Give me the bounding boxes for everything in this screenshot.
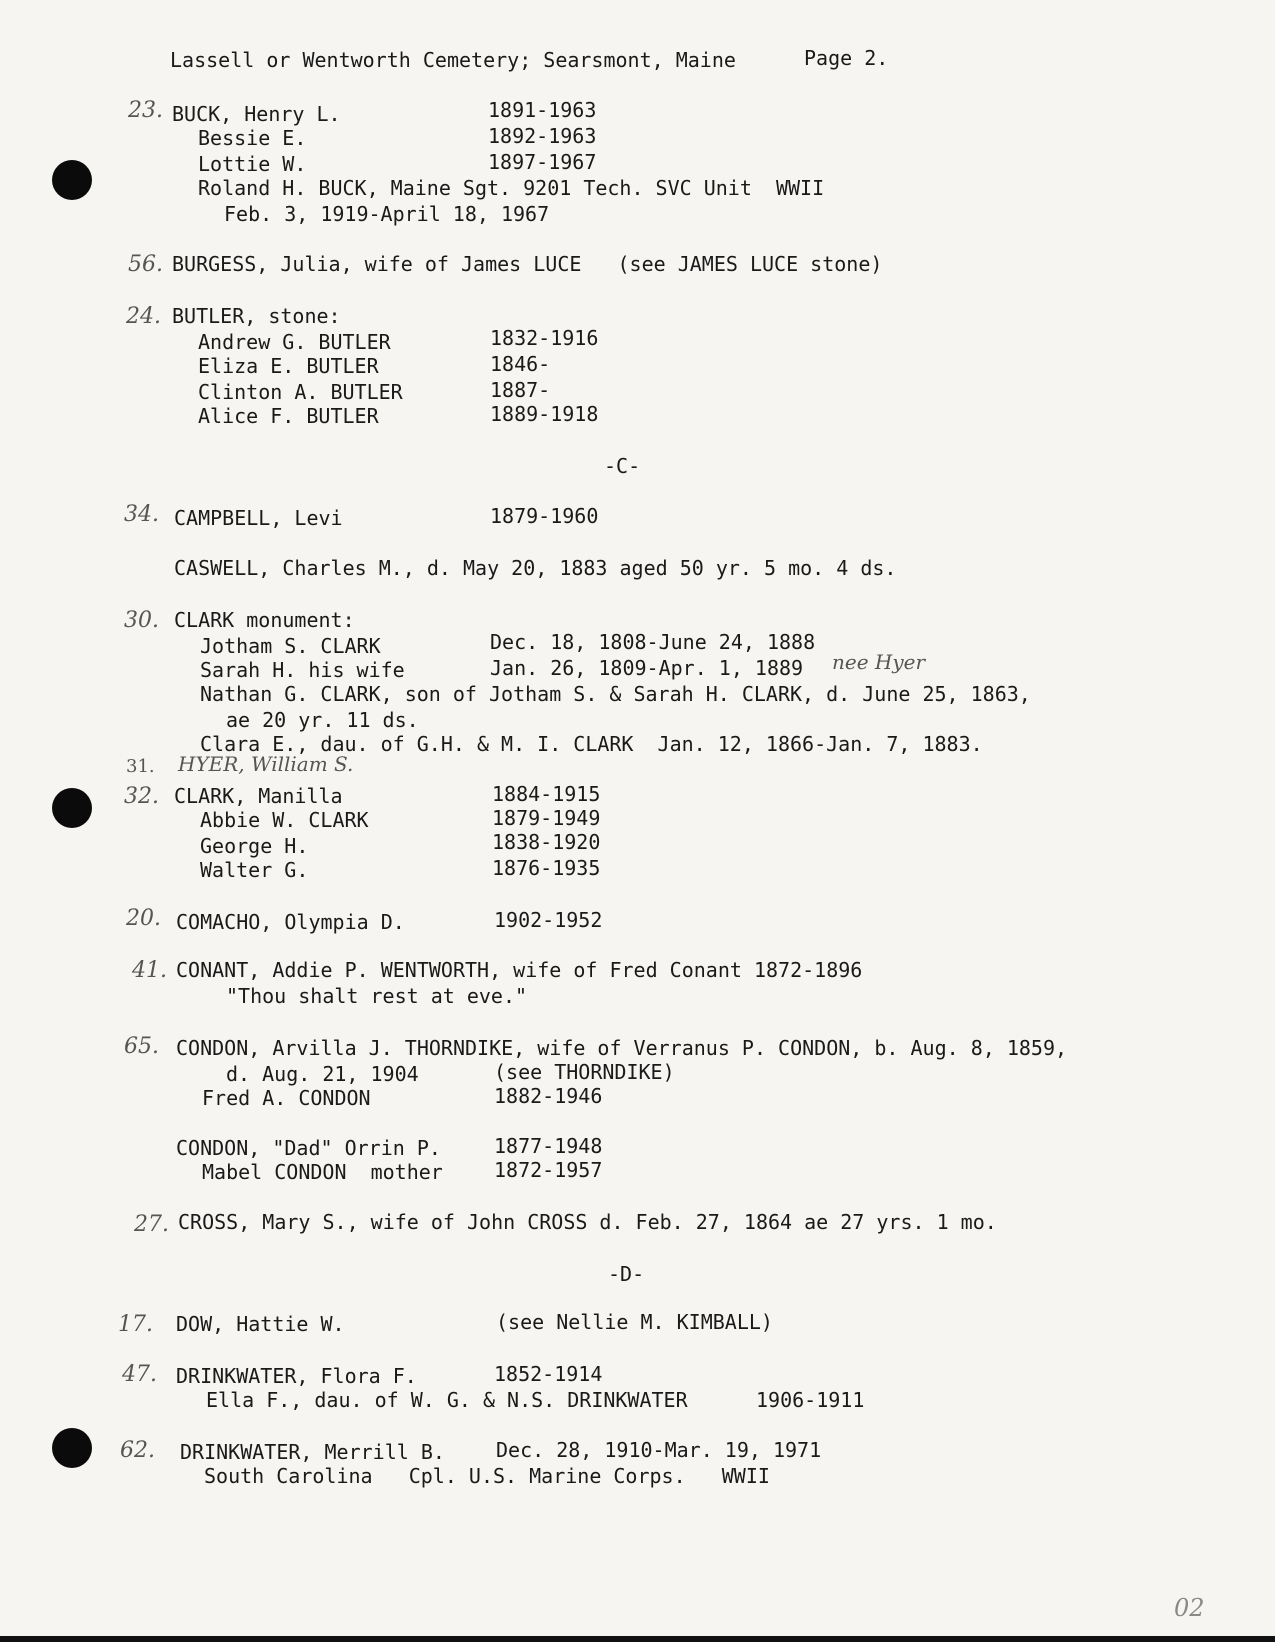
entry-dates: 1832-1916	[490, 326, 599, 350]
entry-line: CLARK monument:	[174, 608, 355, 632]
entry-dates: 1852-1914	[494, 1362, 603, 1386]
entry-number: 56.	[128, 252, 163, 277]
entry-line: Roland H. BUCK, Maine Sgt. 9201 Tech. SVC Unit WWII	[198, 176, 825, 200]
corner-mark: 02	[1174, 1594, 1205, 1622]
entry-line: CAMPBELL, Levi	[174, 506, 343, 530]
page-bottom-edge	[0, 1636, 1275, 1642]
entry-line: COMACHO, Olympia D.	[176, 910, 405, 934]
entry-dates: 1838-1920	[492, 830, 601, 854]
entry-dates: 1882-1946	[494, 1084, 603, 1108]
entry-line: DRINKWATER, Merrill B.	[180, 1440, 445, 1464]
entry-number: 34.	[124, 502, 159, 527]
entry-dates: 1892-1963	[488, 124, 597, 148]
entry-dates: 1902-1952	[494, 908, 603, 932]
entry-line: Ella F., dau. of W. G. & N.S. DRINKWATER	[206, 1388, 688, 1412]
entry-number: 47.	[122, 1362, 157, 1387]
entry-line: ae 20 yr. 11 ds.	[226, 708, 419, 732]
entry-line: Clara E., dau. of G.H. & M. I. CLARK Jan. 12, 1866-Jan. 7, 1883.	[200, 732, 983, 756]
entry-dates: 1891-1963	[488, 98, 597, 122]
entry-line: DRINKWATER, Flora F.	[176, 1364, 417, 1388]
entry-dates: 1889-1918	[490, 402, 599, 426]
entry-line: Alice F. BUTLER	[198, 404, 379, 428]
page-header: Lassell or Wentworth Cemetery; Searsmont, Maine	[170, 48, 736, 72]
entry-number: 65.	[124, 1034, 159, 1059]
entry-line: Andrew G. BUTLER	[198, 330, 391, 354]
entry-dates: 1887-	[490, 378, 551, 402]
entry-note: (see Nellie M. KIMBALL)	[496, 1310, 773, 1334]
entry-line: Bessie E.	[198, 126, 307, 150]
entry-number: 27.	[134, 1212, 169, 1237]
entry-number: 62.	[120, 1438, 155, 1463]
entry-line: South Carolina Cpl. U.S. Marine Corps. WWII	[204, 1464, 770, 1488]
entry-line: Sarah H. his wife	[200, 658, 405, 682]
entry-dates: 1876-1935	[492, 856, 601, 880]
entry-line: Jotham S. CLARK	[200, 634, 381, 658]
entry-dates: Dec. 18, 1808-June 24, 1888	[490, 630, 816, 654]
entry-note: (see THORNDIKE)	[494, 1060, 675, 1084]
punch-hole-middle	[52, 788, 92, 828]
punch-hole-top	[52, 160, 92, 200]
handwritten-entry: HYER, William S.	[178, 752, 354, 776]
entry-line: Feb. 3, 1919-April 18, 1967	[224, 202, 550, 226]
entry-number: 32.	[124, 784, 159, 809]
entry-number: 17.	[118, 1312, 153, 1337]
entry-line: Fred A. CONDON	[202, 1086, 371, 1110]
entry-line: Lottie W.	[198, 152, 307, 176]
entry-dates: 1872-1957	[494, 1158, 603, 1182]
entry-dates: 1846-	[490, 352, 551, 376]
entry-line: CASWELL, Charles M., d. May 20, 1883 aged 50 yr. 5 mo. 4 ds.	[174, 556, 897, 580]
entry-line: Mabel CONDON mother	[202, 1160, 443, 1184]
entry-dates: 1906-1911	[756, 1388, 865, 1412]
entry-line: CROSS, Mary S., wife of John CROSS d. Feb. 27, 1864 ae 27 yrs. 1 mo.	[178, 1210, 997, 1234]
entry-number: 23.	[128, 98, 163, 123]
entry-dates: 1884-1915	[492, 782, 601, 806]
entry-line: "Thou shalt rest at eve."	[226, 984, 528, 1008]
punch-hole-bottom	[52, 1428, 92, 1468]
entry-number: 20.	[126, 906, 161, 931]
entry-dates: 1879-1949	[492, 806, 601, 830]
entry-dates: Dec. 28, 1910-Mar. 19, 1971	[496, 1438, 822, 1462]
entry-line: CLARK, Manilla	[174, 784, 343, 808]
handwritten-note: nee Hyer	[832, 650, 926, 674]
entry-dates: 1897-1967	[488, 150, 597, 174]
entry-dates: 1877-1948	[494, 1134, 603, 1158]
entry-line: DOW, Hattie W.	[176, 1312, 345, 1336]
entry-line: Clinton A. BUTLER	[198, 380, 403, 404]
entry-line: BUCK, Henry L.	[172, 102, 341, 126]
entry-dates: 1879-1960	[490, 504, 599, 528]
handwritten-entry-number: 31.	[126, 756, 155, 777]
entry-line: CONANT, Addie P. WENTWORTH, wife of Fred Conant 1872-1896	[176, 958, 863, 982]
entry-line: George H.	[200, 834, 309, 858]
entry-line: BURGESS, Julia, wife of James LUCE (see JAMES LUCE stone)	[172, 252, 883, 276]
entry-line: BUTLER, stone:	[172, 304, 341, 328]
entry-line: Walter G.	[200, 858, 309, 882]
entry-line: Abbie W. CLARK	[200, 808, 369, 832]
entry-dates: Jan. 26, 1809-Apr. 1, 1889	[490, 656, 804, 680]
entry-line: Nathan G. CLARK, son of Jotham S. & Sarah H. CLARK, d. June 25, 1863,	[200, 682, 1031, 706]
entry-number: 41.	[132, 958, 167, 983]
page-label: Page 2.	[804, 46, 889, 70]
section-heading-c: -C-	[604, 454, 641, 478]
entry-line: Eliza E. BUTLER	[198, 354, 379, 378]
entry-line: d. Aug. 21, 1904	[226, 1062, 419, 1086]
section-heading-d: -D-	[608, 1262, 645, 1286]
entry-line: CONDON, "Dad" Orrin P.	[176, 1136, 441, 1160]
entry-number: 30.	[124, 608, 159, 633]
entry-number: 24.	[126, 304, 161, 329]
entry-line: CONDON, Arvilla J. THORNDIKE, wife of Verranus P. CONDON, b. Aug. 8, 1859,	[176, 1036, 1068, 1060]
